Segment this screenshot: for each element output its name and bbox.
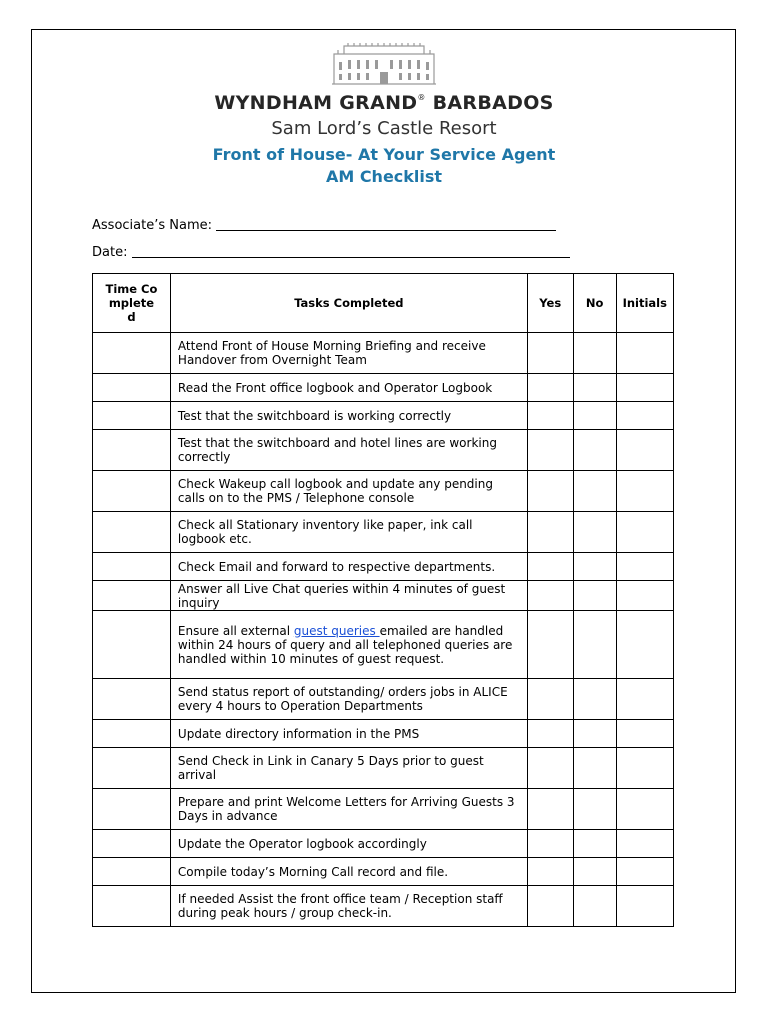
- table-row: [93, 858, 674, 886]
- no-checkbox-cell[interactable]: [573, 374, 616, 402]
- table-row: [93, 611, 674, 679]
- task-description: If needed Assist the front office team / Reception staff during peak hours / group check-in.: [170, 886, 527, 927]
- table-row: [93, 789, 674, 830]
- task-description: Update the Operator logbook accordingly: [170, 830, 527, 858]
- header-no: No: [573, 274, 616, 333]
- brand-name: WYNDHAM GRAND® BARBADOS: [214, 92, 554, 114]
- initials-cell[interactable]: [616, 333, 673, 374]
- initials-cell[interactable]: [616, 553, 673, 581]
- yes-checkbox-cell[interactable]: [527, 858, 573, 886]
- yes-checkbox-cell[interactable]: [527, 830, 573, 858]
- initials-cell[interactable]: [616, 748, 673, 789]
- initials-cell[interactable]: [616, 581, 673, 611]
- time-completed-cell[interactable]: [93, 430, 171, 471]
- task-text: emailed are handled within 24 hours of query and all telephoned queries are handled within 10 minutes of guest request.: [177, 623, 513, 666]
- checklist-title: Front of House- At Your Service Agent: [212, 145, 556, 164]
- yes-checkbox-cell[interactable]: [527, 374, 573, 402]
- initials-cell[interactable]: [616, 374, 673, 402]
- no-checkbox-cell[interactable]: [573, 512, 616, 553]
- no-checkbox-cell[interactable]: [573, 789, 616, 830]
- task-description: Compile today’s Morning Call record and file.: [170, 858, 527, 886]
- initials-cell[interactable]: [616, 720, 673, 748]
- initials-cell[interactable]: [616, 611, 673, 679]
- yes-checkbox-cell[interactable]: [527, 679, 573, 720]
- task-description: Send status report of outstanding/ orders jobs in ALICE every 4 hours to Operation Departments: [170, 679, 527, 720]
- table-row: [93, 374, 674, 402]
- date-line[interactable]: [132, 245, 570, 258]
- table-row: [93, 471, 674, 512]
- no-checkbox-cell[interactable]: [573, 581, 616, 611]
- checklist-table: [92, 273, 674, 927]
- associate-name-field[interactable]: [92, 218, 556, 233]
- associate-name-label: Associate’s Name:: [92, 218, 212, 233]
- table-row: [93, 553, 674, 581]
- yes-checkbox-cell[interactable]: [527, 512, 573, 553]
- task-description: Attend Front of House Morning Briefing and receive Handover from Overnight Team: [170, 333, 527, 374]
- castle-building-icon: [330, 42, 438, 86]
- yes-checkbox-cell[interactable]: [527, 748, 573, 789]
- initials-cell[interactable]: [616, 886, 673, 927]
- no-checkbox-cell[interactable]: [573, 611, 616, 679]
- time-completed-cell[interactable]: [93, 611, 171, 679]
- time-completed-cell[interactable]: [93, 858, 171, 886]
- table-header-row: [93, 274, 674, 333]
- task-description: Answer all Live Chat queries within 4 minutes of guest inquiry: [170, 581, 527, 611]
- task-description: Check Email and forward to respective departments.: [170, 553, 527, 581]
- header-time: Time Complete d: [93, 274, 171, 333]
- table-row: [93, 830, 674, 858]
- yes-checkbox-cell[interactable]: [527, 581, 573, 611]
- yes-checkbox-cell[interactable]: [527, 789, 573, 830]
- initials-cell[interactable]: [616, 789, 673, 830]
- guest-queries-link[interactable]: guest queries: [293, 623, 380, 638]
- no-checkbox-cell[interactable]: [573, 471, 616, 512]
- time-completed-cell[interactable]: [93, 512, 171, 553]
- yes-checkbox-cell[interactable]: [527, 402, 573, 430]
- no-checkbox-cell[interactable]: [573, 886, 616, 927]
- yes-checkbox-cell[interactable]: [527, 611, 573, 679]
- task-description: Check all Stationary inventory like paper, ink call logbook etc.: [170, 512, 527, 553]
- no-checkbox-cell[interactable]: [573, 553, 616, 581]
- task-description: Prepare and print Welcome Letters for Arriving Guests 3 Days in advance: [170, 789, 527, 830]
- time-completed-cell[interactable]: [93, 789, 171, 830]
- no-checkbox-cell[interactable]: [573, 430, 616, 471]
- task-description: Check Wakeup call logbook and update any pending calls on to the PMS / Telephone console: [170, 471, 527, 512]
- task-description: Test that the switchboard is working correctly: [170, 402, 527, 430]
- no-checkbox-cell[interactable]: [573, 720, 616, 748]
- table-row: [93, 886, 674, 927]
- time-completed-cell[interactable]: [93, 886, 171, 927]
- header-tasks: Tasks Completed: [170, 274, 527, 333]
- initials-cell[interactable]: [616, 512, 673, 553]
- no-checkbox-cell[interactable]: [573, 830, 616, 858]
- yes-checkbox-cell[interactable]: [527, 886, 573, 927]
- time-completed-cell[interactable]: [93, 374, 171, 402]
- table-row: [93, 430, 674, 471]
- header-yes: Yes: [527, 274, 573, 333]
- no-checkbox-cell[interactable]: [573, 333, 616, 374]
- task-description: Read the Front office logbook and Operator Logbook: [170, 374, 527, 402]
- initials-cell[interactable]: [616, 830, 673, 858]
- no-checkbox-cell[interactable]: [573, 748, 616, 789]
- time-completed-cell[interactable]: [93, 679, 171, 720]
- task-text: Ensure all external: [177, 623, 294, 638]
- no-checkbox-cell[interactable]: [573, 679, 616, 720]
- yes-checkbox-cell[interactable]: [527, 333, 573, 374]
- resort-name: Sam Lord’s Castle Resort: [271, 118, 497, 139]
- yes-checkbox-cell[interactable]: [527, 553, 573, 581]
- table-row: [93, 679, 674, 720]
- time-completed-cell[interactable]: [93, 720, 171, 748]
- no-checkbox-cell[interactable]: [573, 858, 616, 886]
- table-row: [93, 333, 674, 374]
- time-completed-cell[interactable]: [93, 581, 171, 611]
- no-checkbox-cell[interactable]: [573, 402, 616, 430]
- associate-name-line[interactable]: [216, 218, 556, 231]
- yes-checkbox-cell[interactable]: [527, 430, 573, 471]
- initials-cell[interactable]: [616, 402, 673, 430]
- time-completed-cell[interactable]: [93, 471, 171, 512]
- table-row: [93, 581, 674, 611]
- date-field[interactable]: [92, 245, 570, 260]
- time-completed-cell[interactable]: [93, 333, 171, 374]
- time-completed-cell[interactable]: [93, 830, 171, 858]
- initials-cell[interactable]: [616, 858, 673, 886]
- yes-checkbox-cell[interactable]: [527, 720, 573, 748]
- table-row: [93, 720, 674, 748]
- time-completed-cell[interactable]: [93, 402, 171, 430]
- date-label: Date:: [92, 245, 128, 260]
- task-description: Send Check in Link in Canary 5 Days prior to guest arrival: [170, 748, 527, 789]
- table-row: [93, 748, 674, 789]
- checklist-subtitle: AM Checklist: [325, 167, 443, 186]
- header-initials: Initials: [616, 274, 673, 333]
- table-row: [93, 402, 674, 430]
- initials-cell[interactable]: [616, 679, 673, 720]
- initials-cell[interactable]: [616, 471, 673, 512]
- initials-cell[interactable]: [616, 430, 673, 471]
- task-description: [170, 611, 527, 679]
- table-row: [93, 512, 674, 553]
- time-completed-cell[interactable]: [93, 553, 171, 581]
- task-description: Update directory information in the PMS: [170, 720, 527, 748]
- task-description: Test that the switchboard and hotel lines are working correctly: [170, 430, 527, 471]
- registered-mark: ®: [417, 93, 426, 102]
- yes-checkbox-cell[interactable]: [527, 471, 573, 512]
- time-completed-cell[interactable]: [93, 748, 171, 789]
